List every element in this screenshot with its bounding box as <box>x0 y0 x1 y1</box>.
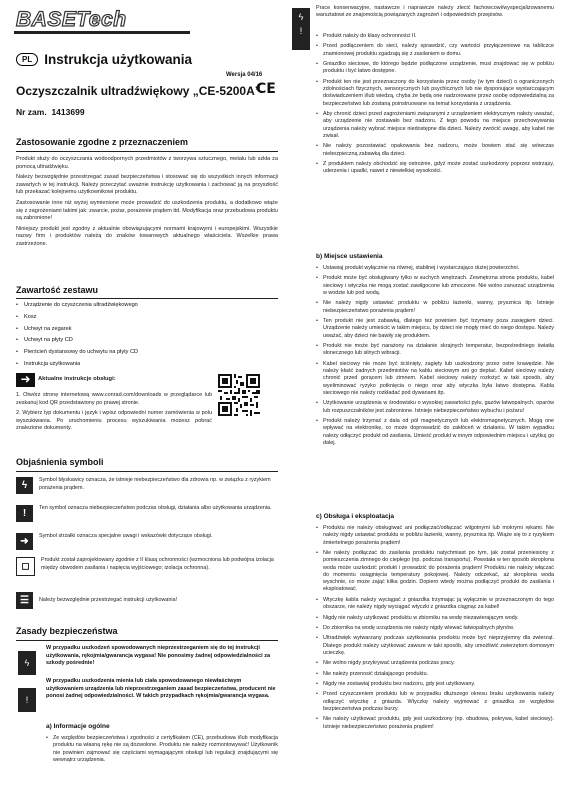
order-value: 1413699 <box>51 107 85 117</box>
list-item: • Użytkowanie urządzenia w środowisku o wysokiej zawartości pyłu, gazów łatwopalnych, oparów lub rozpuszczalników jest zabronione. Istnieje niebezpieczeństwo wybuchu i pożaru! <box>316 400 554 415</box>
list-item: • Przed podłączeniem do sieci, należy sprawdzić, czy wartości przyłączeniowe na tabliczce znamionowej produktu zgadzają się z zasilaniem w domu. <box>316 43 554 58</box>
subheading-general: a) Informacje ogólne <box>46 723 110 730</box>
order-label: Nr zam. <box>16 107 47 117</box>
paragraph: Zastosowanie inne niż wyżej wymienione może prowadzić do uszkodzenia produktu, a dodatkowo wiąże się z zagrożeniami takimi jak: zwarcie, pożar, porażenie prądem itd. Modyfikacja oraz przebudowa produktu są zabronione! <box>16 199 278 222</box>
symbol-row <box>16 592 278 609</box>
divider <box>16 471 278 472</box>
page-title: Instrukcja użytkowania <box>44 52 193 67</box>
purpose-text <box>16 156 278 252</box>
product-name: Oczyszczalnik ultradźwiękowy „CE-5200A” <box>16 84 261 98</box>
list-item: • Nie należy podłączać do zasilania produktu natychmiast po tym, jak został przeniesiony z pomieszczenia zimnego do ciepłego (np. podczas transportu). Powstała w ten sposób skroplona woda może uszkodzić produkt i prowadzić do porażenia prądem! Produktu nie należy włączać do momentu osiągnięcia temperatury pokojowej. Należy odczekać, aż skroplona woda wyschnie, co może zająć kilka godzin. Dopiero wtedy można podłączyć produkt do zasilania i eksploatować. <box>316 550 554 594</box>
contents-list <box>16 302 278 373</box>
symbol-row <box>16 505 278 522</box>
list-item: • Gniazdko sieciowe, do którego będzie podłączone urządzenie, musi znajdować się w pobliżu produktu i być łatwo dostępne. <box>316 61 554 76</box>
general-info-list-continued <box>316 33 554 179</box>
symbol-description: Ten symbol oznacza niebezpieczeństwo podczas obsługi, działania albo użytkowania urządzenia. <box>39 505 272 511</box>
list-item: • Uchwyt na zegarek <box>16 326 278 333</box>
list-item: • Nie należy pozostawiać opakowania bez nadzoru, może bowiem stać się wówczas niebezpieczną zabawką dla dzieci. <box>316 143 554 158</box>
list-item: • Wtyczkę kabla należy wyciągać z gniazdka trzymając ją wyłącznie w przeznaczonym do tego obszarze, nie należy nigdy wyciągać wtyczki z gniazdka ciągnąc za kabel! <box>316 597 554 612</box>
arrow-info-icon: ➜ <box>16 533 33 550</box>
location-list <box>316 265 554 450</box>
list-item: • Produktu nie należy obsługiwać ani podłączać/odłączać wilgotnymi lub mokrymi rękami. Nie należy nigdy ustawiać produktu w pobliżu łazienki, wanny, prysznica itp. Wiąże się to z ryzykiem śmiertelnego porażenia prądem! <box>316 525 554 547</box>
list-item: • Ustawiaj produkt wyłącznie na równej, stabilnej i wystarczająco dużej powierzchni. <box>316 265 554 272</box>
list-item: • Kabel sieciowy nie może być ściśnięty, zagięty lub uszkodzony przez ostre krawędzie. Nie należy kłaść żadnych przedmiotów na kablu sieciowym ani go deptać. Kabel sieciowy należy chronić przed gorącem lub zimnem. Kabel sieciowy należy rozłożyć w taki sposób, aby wyeliminować ryzyko potknięcia o niego oraz aby wtyczka była łatwo dostępna. Kabla sieciowego nie należy rozkładać pod dywanami itp. <box>316 361 554 397</box>
ce-mark: CE <box>256 81 276 97</box>
divider <box>16 640 278 641</box>
manual-download-info <box>38 376 212 387</box>
list-item: • Kosz <box>16 314 278 321</box>
lightning-warning-icon: ϟ <box>16 477 33 494</box>
section-heading-symbols: Objaśnienia symboli <box>16 457 104 467</box>
section-heading-safety: Zasady bezpieczeństwa <box>16 626 118 636</box>
list-item: • Produkt ten nie jest przeznaczony do korzystania przez osoby (w tym dzieci) o ograniczonych zdolnościach fizycznych, sensorycznych lub psychicznych lub nie dysponujące wystarczającym doświadczeniem i/lub wiedzą, chyba że będą one nadzorowane przez osobę odpowiedzialną za bezpieczeństwo lub zostaną poinstruowane na temat korzystania z urządzenia. <box>316 79 554 108</box>
list-item: • Ultradźwięk wytwarzany podczas użytkowania produktu może być nieprzyjemny dla zwierząt. Dlatego produkt należy użytkować zawsze w taki sposób, aby umożliwić zwierzętom domowym ucieczkę. <box>316 635 554 657</box>
list-item: • Ze względów bezpieczeństwa i zgodności z certyfikatem (CE), przebudowa i/lub modyfikacja produktu na własną rękę nie są dozwolone. Produktu nie należy rozmontowywać! Użytkownik nie powinien zajmować się częściami wymagającymi obsługi lub regulacji znajdującymi się wewnątrz urządzenia. <box>46 735 278 764</box>
symbol-row <box>16 533 278 550</box>
list-item: • Urządzenie do czyszczenia ultradźwiękowego <box>16 302 278 309</box>
list-item: • Nie należy nigdy ustawiać produktu w pobliżu łazienki, wanny, prysznica itp. Istnieje niebezpieczeństwo porażenia prądem! <box>316 300 554 315</box>
list-item: • Produkt może być obsługiwany tylko w suchych wnętrzach. Zewnętrzna strona produktu, kabel sieciowy i wtyczka nie mogą zostać zawilgocone lub zmoczone. Nie wolno zanurzać urządzenia w wodzie lub pod wodą. <box>316 275 554 297</box>
symbol-row <box>16 477 278 494</box>
list-item: • Produkt należy trzymać z dala od pól magnetycznych lub elektromagnetycznych. Mogą one wpływać na elektronikę, co może doprowadzić do zakłóceń w działaniu. W takim wypadku należy odłączyć produkt od zasilania. Umieść produkt w innym odpowiednim miejscu i użytkuj go dalej. <box>316 418 554 447</box>
list-item: • Przed czyszczeniem produktu lub w przypadku dłuższego okresu braku użytkowania należy odłączyć wtyczkę z gniazda. Wtyczkę należy wyjmować z gniazdka ze względów bezpieczeństwa podczas burzy. <box>316 691 554 713</box>
list-item: • Pierścień dystansowy do uchwytu na płyty CD <box>16 349 278 356</box>
manual-download-steps <box>16 392 212 436</box>
operation-list <box>316 525 554 734</box>
list-item: • Nie należy użytkować produktu, gdy jest uszkodzony (np. obudowa, pokrywa, kabel sieciowy). Istnieje niebezpieczeństwo porażenia prądem! <box>316 716 554 731</box>
list-item: • Do zbiornika na wodę urządzenia nie należy nigdy wlewać łatwopalnych płynów. <box>316 625 554 632</box>
download-step-1: 1. Otwórz stronę internetową www.conrad.com/downloads w przeglądarce lub zeskanuj kod QR przedstawiony po prawej stronie. <box>16 392 212 406</box>
list-item: • Aby chronić dzieci przed zagrożeniami związanymi z urządzeniem elektrycznym należy uważać, aby urządzenie nie zostawało bez nadzoru. Z tego powodu na miejsce przechowywania urządzenia należy wybrać miejsce niedostępne dla dzieci. Należy zwrócić uwagę, aby kabel nie zwisał. <box>316 111 554 140</box>
list-item: • Nigdy nie należy użytkować produktu w zbiorniku na wodę niezawierającym wody. <box>316 615 554 622</box>
exclamation-warning-icon: ! <box>16 505 33 522</box>
list-item: • Z produktem należy obchodzić się ostrożnie, gdyż może zostać uszkodzony poprzez wstrząsy, uderzenia i upadki, nawet z niewielkiej wysokości. <box>316 161 554 176</box>
safety-warning-2: W przypadku uszkodzenia mienia lub ciała spowodowanego niewłaściwym użytkowaniem urządzenia lub nieprzestrzeganiem zasad bezpieczeństwa, producent nie ponosi żadnej odpowiedzialności. W takich przypadkach rękojmia/gwarancja wygasa. <box>46 678 276 700</box>
section-heading-contents: Zawartość zestawu <box>16 285 99 295</box>
service-note-text: Prace konserwacyjne, nastawcze i naprawcze należy zlecić fachowcowi/wyspecjalizowanemu warsztatowi ze znajomością powiązanych zagrożeń i odpowiednich przepisów. <box>316 5 554 19</box>
version-label: Wersja 04/16 <box>226 72 263 78</box>
list-item: • Produkt należy do klasy ochronności II. <box>316 33 554 40</box>
list-item: • Uchwyt na płyty CD <box>16 337 278 344</box>
paragraph: Produkt służy do oczyszczania wodoodpornych przedmiotów z tworzywa sztucznego, metalu lub szkła za pomocą ultradźwięku. <box>16 156 278 170</box>
list-item: • Nigdy nie zostawiaj produktu bez nadzoru, gdy jest użytkowany. <box>316 681 554 688</box>
subheading-operation: c) Obsługa i eksploatacja <box>316 513 395 520</box>
safety-warning-1: W przypadku uszkodzeń spowodowanych nieprzestrzeganiem się do tej instrukcji użytkowania, rękojmia/gwarancja wygasa! Nie ponosimy żadnej odpowiedzialności za szkody pośrednie! <box>46 645 271 667</box>
general-info-list <box>46 735 278 767</box>
paragraph: Należy bezwzględnie przestrzegać zasad bezpieczeństwa i stosować się do wszystkich innych informacji zawartych w tej instrukcji. Należy przeczytać uważnie instrukcję użytkowania i zachować ją na przyszłość lub przekazać kolejnemu użytkownikowi produktu. <box>16 174 278 196</box>
title-row <box>16 52 192 67</box>
symbol-description: Symbol strzałki oznacza specjalne uwagi i wskazówki dotyczące obsługi. <box>39 533 213 539</box>
list-item: • Instrukcja użytkowania <box>16 361 278 368</box>
symbol-description: Należy bezwzględnie przestrzegać instrukcji użytkowania! <box>39 597 178 603</box>
divider <box>16 151 278 152</box>
exclamation-warning-icon: ! <box>18 688 36 712</box>
paragraph: Niniejszy produkt jest zgodny z aktualnie obowiązującymi normami krajowymi i europejskimi. Wszystkie nazwy firm i produktów należą do znaków towarowych aktualnego właściciela. Wszelkie prawa zastrzeżone. <box>16 225 278 247</box>
subheading-location: b) Miejsce ustawienia <box>316 253 383 260</box>
order-number <box>16 107 85 117</box>
protection-class-icon: ◻ <box>16 557 35 576</box>
symbol-description: Symbol błyskawicy oznacza, że istnieje niebezpieczeństwo dla zdrowia np. w związku z ryzykiem porażenia prądem. <box>39 477 271 491</box>
list-item: • Nie wolno nigdy przykrywać urządzenia podczas pracy. <box>316 660 554 667</box>
list-item: • Ten produkt nie jest zabawką, dlatego też powinien być trzymany poza zasięgiem dzieci. Urządzenie należy umieścić w takim miejscu, by dzieci nie mogły mieć do niego dostępu. Należy uważać, aby dzieci nie bawiły się produktem. <box>316 318 554 340</box>
list-item: • Nie należy przenosić działającego produktu. <box>316 671 554 678</box>
list-item: • Produkt nie może być narażony na działanie skrajnych temperatur, bezpośredniego światła słonecznego lub silnych wibracji. <box>316 343 554 358</box>
brand-underline <box>14 31 190 34</box>
exclamation-warning-icon: ϟ ! <box>292 8 310 50</box>
section-heading-purpose: Zastosowanie zgodne z przeznaczeniem <box>16 137 189 147</box>
service-note <box>316 5 554 20</box>
manual-download-heading: Aktualne instrukcje obsługi: <box>38 376 116 382</box>
manual-read-icon: ☰ <box>16 592 33 609</box>
lightning-warning-icon: ϟ <box>18 651 36 675</box>
language-badge: PL <box>16 53 38 66</box>
symbol-description: Produkt został zaprojektowany zgodnie z II klasą ochronności (wzmocniona lub podwójna izolacja między obwodem zasilania i napięcia wyjściowego; izolacja ochronna). <box>41 557 274 571</box>
brand-logo: BASETech <box>16 8 127 31</box>
arrow-info-icon: ➜ <box>16 373 35 387</box>
divider <box>16 298 278 299</box>
download-step-2: 2. Wybierz typ dokumentu i język i wpisz odpowiedni numer zamówienia w polu wyszukiwania. Po uruchomieniu procesu wyszukiwania możesz pobrać znalezione dokumenty. <box>16 410 212 432</box>
symbol-row <box>16 557 278 576</box>
qr-code-icon[interactable] <box>218 374 260 416</box>
